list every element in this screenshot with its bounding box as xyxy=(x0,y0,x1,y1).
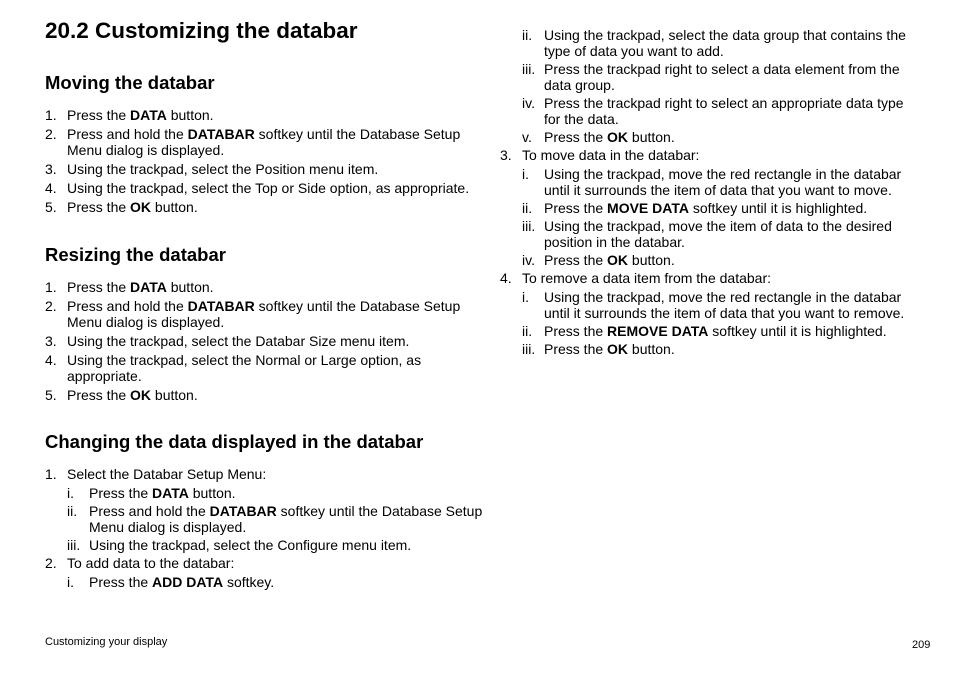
list-item: 5. Press the OK button. xyxy=(45,199,198,215)
section-heading-moving: Moving the databar xyxy=(45,72,215,93)
sub-list-item: iv. Press the OK button. xyxy=(522,252,675,268)
moving-steps-list xyxy=(45,107,485,218)
resizing-steps-list xyxy=(45,279,485,406)
list-item: 2. To add data to the databar: xyxy=(45,555,235,571)
section-heading-changing: Changing the data displayed in the databar xyxy=(45,431,424,452)
sub-list-item: ii. Press the MOVE DATA softkey until it is highlighted. xyxy=(522,200,868,216)
list-item: 4. Using the trackpad, select the Top or Side option, as appropriate. xyxy=(45,180,470,196)
changing-steps-list-right xyxy=(500,27,920,359)
list-item: 4. To remove a data item from the databar: xyxy=(500,270,772,286)
sub-list-item: v. Press the OK button. xyxy=(522,129,675,145)
sub-list-item: iii. Press the trackpad right to select a data element from the data group. xyxy=(522,61,900,93)
list-item: 3. Using the trackpad, select the Databar Size menu item. xyxy=(45,333,410,349)
list-item: 1. Select the Databar Setup Menu: xyxy=(45,466,267,482)
list-item: 1. Press the DATA button. xyxy=(45,107,214,123)
sub-list-item: i. Press the ADD DATA softkey. xyxy=(67,574,275,590)
section-heading-resizing: Resizing the databar xyxy=(45,244,226,265)
changing-steps-list-left xyxy=(45,466,485,592)
sub-list-item: i. Using the trackpad, move the red rectangle in the databar until it surrounds the item of data that you want to remove. xyxy=(522,289,905,321)
page-title: 20.2 Customizing the databar xyxy=(45,18,358,43)
sub-list-item: ii. Using the trackpad, select the data group that contains the type of data you want to add. xyxy=(522,27,906,59)
list-item: 1. Press the DATA button. xyxy=(45,279,214,295)
list-item: 5. Press the OK button. xyxy=(45,387,198,403)
sub-list-item: iii. Press the OK button. xyxy=(522,341,675,357)
sub-list-item: i. Using the trackpad, move the red rectangle in the databar until it surrounds the item of data that you want to move. xyxy=(522,166,902,198)
list-item: 2. Press and hold the DATABAR softkey until the Database Setup Menu dialog is displayed. xyxy=(45,298,461,330)
footer-page-number: 209 xyxy=(912,639,931,651)
list-item: 3. Using the trackpad, select the Position menu item. xyxy=(45,161,379,177)
sub-list-item: ii. Press the REMOVE DATA softkey until it is highlighted. xyxy=(522,323,887,339)
list-item: 4. Using the trackpad, select the Normal or Large option, as appropriate. xyxy=(45,352,422,384)
sub-list-item: iii. Using the trackpad, move the item of data to the desired position in the databar. xyxy=(522,218,892,250)
sub-list-item: iv. Press the trackpad right to select an appropriate data type for the data. xyxy=(522,95,904,127)
sub-list-item: iii. Using the trackpad, select the Configure menu item. xyxy=(67,537,412,553)
list-item: 3. To move data in the databar: xyxy=(500,147,700,163)
list-item: 2. Press and hold the DATABAR softkey until the Database Setup Menu dialog is displayed. xyxy=(45,126,461,158)
sub-list-item: i. Press the DATA button. xyxy=(67,485,236,501)
footer-section-name: Customizing your display xyxy=(45,636,168,648)
sub-list-item: ii. Press and hold the DATABAR softkey until the Database Setup Menu dialog is displayed. xyxy=(67,503,483,535)
